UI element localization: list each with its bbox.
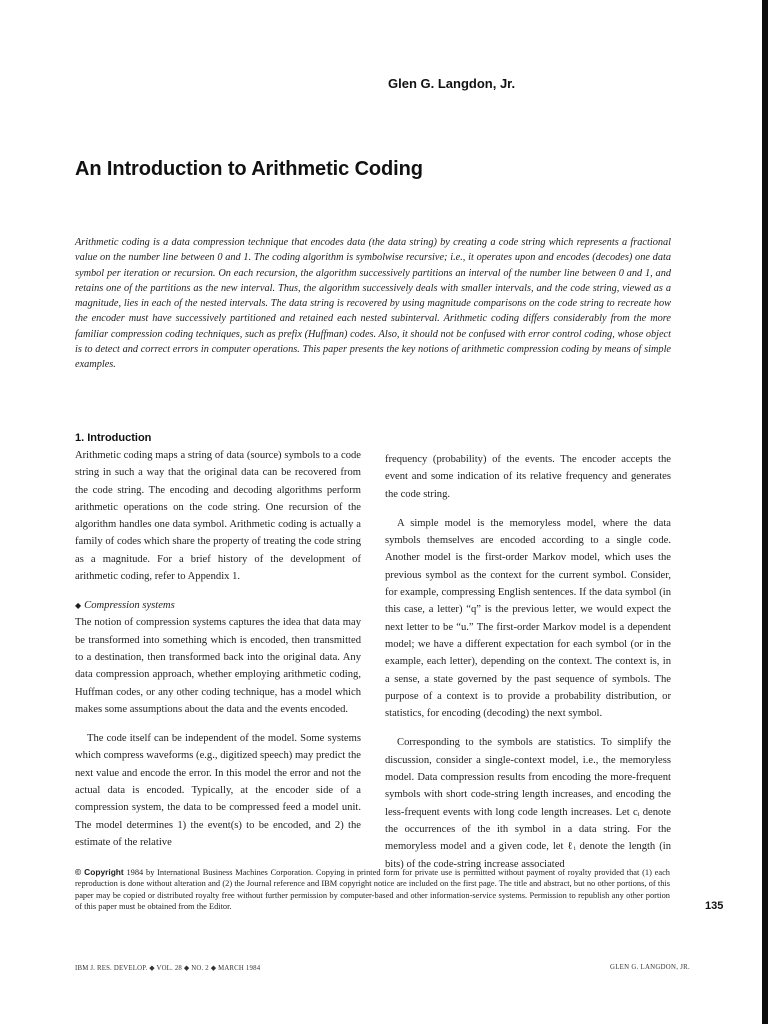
paper-title: An Introduction to Arithmetic Coding: [75, 158, 423, 180]
section-heading-introduction: 1. Introduction: [75, 432, 152, 444]
abstract: Arithmetic coding is a data compression technique that encodes data (the data string) by creating a code string which represents a fractional value on the number line between 0 and 1. The coding algorithm is symbolwise recursive; i.e., it operates upon and encodes (decodes) one data symbol per iteration or recursion. On each recursion, the algorithm successively partitions an interval of the number line between 0 and 1, and retains one of the partitions as the new interval. Thus, the algorithm successively deals with smaller intervals, and the code string, viewed as a magnitude, lies in each of the nested intervals. The data string is recovered by using magnitude comparisons on the code string to recreate how the encoder must have successively partitioned and retained each nested subinterval. Arithmetic coding differs considerably from the more familiar compression coding techniques, such as prefix (Huffman) codes. Also, it should not be confused with error control coding, whose object is to detect and correct errors in computer operations. This paper presents the key notions of arithmetic compression coding by means of simple examples.: [75, 237, 671, 371]
copyright-lead: © Copyright: [75, 867, 124, 877]
statistics-paragraph: Corresponding to the symbols are statistics. To simplify the discussion, consider a single-context model, i.e., the memoryless model. Data compression results from encoding the more-frequent symbols with short code-string length increases, and encoding the less-frequent events with long code length increases. Let cᵢ denote the occurrences of the ith symbol in a data string. For the memoryless model and a given code, let ℓᵢ denote the length (in bits) of the code-string increase associated: [385, 737, 671, 870]
page-number: 135: [705, 900, 724, 912]
scan-edge-bar: [762, 0, 768, 1024]
introduction-paragraph-1: Arithmetic coding maps a string of data (source) symbols to a code string in such a way that the original data can be recovered from the code string. The encoding and decoding algorithms perform arithmetic operations on the code string. One recursion of the algorithm handles one data symbol. Arithmetic coding is actually a family of codes which share the property of treating the code string as a magnitude. For a brief history of the development of arithmetic coding, refer to Appendix 1.: [75, 450, 361, 583]
copyright-text: 1984 by International Business Machines Corporation. Copying in printed form for private use is permitted without payment of royalty provided that (1) each reproduction is done without alteration and (2) the Journal reference and IBM copyright notice are included on the first page. The title and abstract, but no other portions, of this paper may be copied or distributed royalty free without further permission by computer-based and other information-service systems. Permission to republish any other portion of this paper must be obtained from the Editor.: [75, 868, 670, 911]
journal-footer: IBM J. RES. DEVELOP. ◆ VOL. 28 ◆ NO. 2 ◆ MARCH 1984: [75, 965, 261, 972]
compression-systems-paragraph-2: The code itself can be independent of the model. Some systems which compress waveforms (e.g., digitized speech) may predict the next value and encode the error. In this model the error and not the actual data is encoded. Typically, at the encoder side of a compression system, the data to be compressed feed a model unit. The model determines 1) the event(s) to be encoded, and 2) the estimate of the relative: [75, 733, 361, 848]
author-footer: GLEN G. LANGDON, JR.: [610, 964, 691, 971]
memoryless-model-paragraph: A simple model is the memoryless model, where the data symbols themselves are encoded according to a single code. Another model is the first-order Markov model, which uses the previous symbol as the context for the current symbol. Consider, for example, compressing English sentences. If the data symbol (in this case, a letter) “q” is the previous letter, we would expect the next letter to be “u.” The first-order Markov model is a dependent model; we have a different expectation for each symbol (or in the example, each letter), depending on the context. The context is, in a sense, a state governed by the past sequence of symbols. The purpose of a context is to provide a probability distribution, or statistics, for encoding (decoding) the next symbol.: [385, 517, 671, 720]
right-column: [385, 451, 671, 873]
continued-paragraph: frequency (probability) of the events. The encoder accepts the event and some indication of its relative frequency and generates the code string.: [385, 454, 671, 500]
subsection-heading: [75, 597, 361, 614]
subsection-title: Compression systems: [84, 600, 175, 612]
bullet-icon: ◆: [75, 601, 82, 611]
left-column: [75, 430, 361, 851]
copyright-notice: [75, 867, 670, 912]
author-name: Glen G. Langdon, Jr.: [388, 76, 516, 91]
compression-systems-paragraph-1: The notion of compression systems captures the idea that data may be transformed into something which is encoded, then transmitted to a destination, then transformed back into the original data. Any data compression approach, whether employing arithmetic coding, Huffman codes, or any other coding technique, has a model which makes some assumptions about the data and the events encoded.: [75, 617, 361, 715]
